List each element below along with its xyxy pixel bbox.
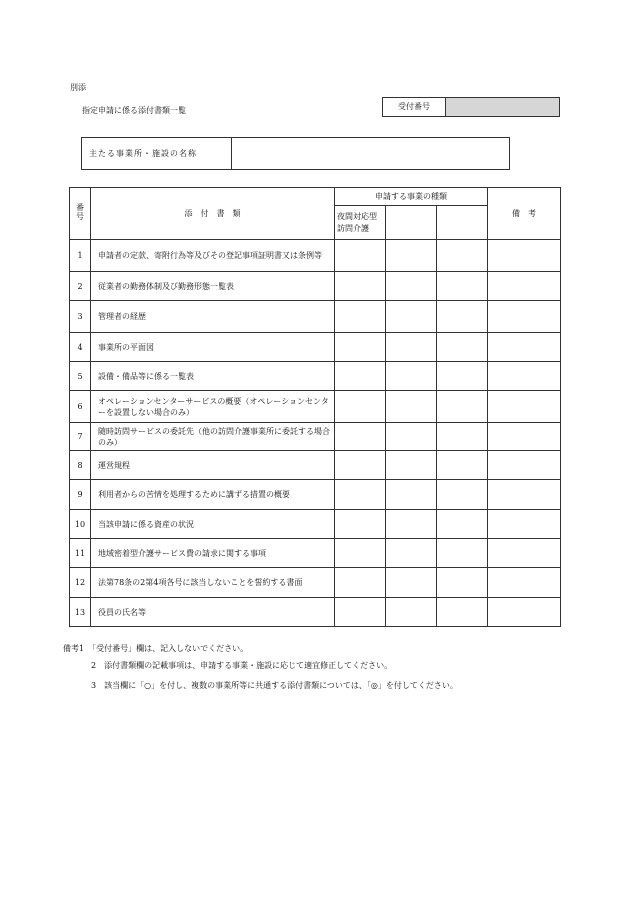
row-service-check-cell[interactable]: [335, 423, 386, 451]
row-remarks-cell[interactable]: [488, 301, 561, 333]
row-number: 3: [70, 301, 91, 333]
note-1: 備考1 「受付番号」欄は、記入しないでください。: [63, 644, 249, 653]
row-service-check-cell[interactable]: [386, 423, 437, 451]
row-service-check-cell[interactable]: [437, 333, 488, 362]
row-service-check-cell[interactable]: [437, 480, 488, 510]
row-service-check-cell[interactable]: [335, 240, 386, 272]
row-service-check-cell[interactable]: [335, 362, 386, 391]
table-row: [70, 362, 561, 391]
row-number: 8: [70, 451, 91, 480]
row-remarks-cell[interactable]: [488, 539, 561, 568]
row-service-check-cell[interactable]: [437, 240, 488, 272]
header-documents: 添 付 書 類: [91, 188, 335, 240]
row-number: 12: [70, 568, 91, 598]
row-number: 7: [70, 423, 91, 451]
table-row: [70, 539, 561, 568]
header-service-blank: [386, 206, 437, 240]
row-service-check-cell[interactable]: [335, 598, 386, 627]
row-service-check-cell[interactable]: [335, 301, 386, 333]
row-document: 地域密着型介護サービス費の請求に関する事項: [91, 539, 335, 568]
row-remarks-cell[interactable]: [488, 598, 561, 627]
table-row: [70, 333, 561, 362]
table-row: [70, 391, 561, 423]
row-number: 4: [70, 333, 91, 362]
facility-name-box: [81, 137, 510, 170]
row-service-check-cell[interactable]: [335, 391, 386, 423]
row-service-check-cell[interactable]: [386, 272, 437, 301]
row-service-check-cell[interactable]: [335, 272, 386, 301]
row-service-check-cell[interactable]: [386, 510, 437, 539]
row-document: 法第78条の2第4項各号に該当しないことを誓約する書面: [91, 568, 335, 598]
row-number: 10: [70, 510, 91, 539]
row-service-check-cell[interactable]: [386, 598, 437, 627]
row-remarks-cell[interactable]: [488, 362, 561, 391]
row-number: 11: [70, 539, 91, 568]
receipt-number-box: [382, 97, 560, 117]
row-document: 従業者の勤務体制及び勤務形態一覧表: [91, 272, 335, 301]
table-row: [70, 510, 561, 539]
row-number: 2: [70, 272, 91, 301]
row-service-check-cell[interactable]: [437, 510, 488, 539]
note-3: 3 該当欄に「○」を付し、複数の事業所等に共通する添付書類については、「◎」を付してください。: [91, 681, 458, 690]
table-row: [70, 240, 561, 272]
row-service-check-cell[interactable]: [335, 539, 386, 568]
row-service-check-cell[interactable]: [437, 301, 488, 333]
row-service-check-cell[interactable]: [335, 510, 386, 539]
attachment-label: 別添: [70, 83, 86, 92]
row-remarks-cell[interactable]: [488, 568, 561, 598]
row-service-check-cell[interactable]: [386, 568, 437, 598]
row-document: 事業所の平面図: [91, 333, 335, 362]
row-number: 9: [70, 480, 91, 510]
facility-name-label: 主たる事業所・施設の名称: [82, 138, 232, 169]
header-remarks: 備 考: [488, 188, 561, 240]
note-2: 2 添付書類欄の記載事項は、申請する事業・施設に応じて適宜修正してください。: [91, 661, 393, 670]
row-service-check-cell[interactable]: [386, 333, 437, 362]
row-remarks-cell[interactable]: [488, 391, 561, 423]
row-document: 設備・備品等に係る一覧表: [91, 362, 335, 391]
row-number: 6: [70, 391, 91, 423]
row-remarks-cell[interactable]: [488, 240, 561, 272]
row-service-check-cell[interactable]: [335, 333, 386, 362]
row-remarks-cell[interactable]: [488, 480, 561, 510]
header-service-types: 申請する事業の種類: [335, 188, 488, 206]
row-service-check-cell[interactable]: [335, 568, 386, 598]
row-service-check-cell[interactable]: [437, 362, 488, 391]
row-service-check-cell[interactable]: [386, 451, 437, 480]
row-document: 申請者の定款、寄附行為等及びその登記事項証明書又は条例等: [91, 240, 335, 272]
row-document: 管理者の経歴: [91, 301, 335, 333]
row-service-check-cell[interactable]: [437, 598, 488, 627]
header-service-blank: [437, 206, 488, 240]
header-service-night-visit: 夜間対応型訪問介護: [335, 206, 386, 240]
table-row: [70, 272, 561, 301]
table-row: [70, 598, 561, 627]
row-remarks-cell[interactable]: [488, 451, 561, 480]
document-title: 指定申請に係る添付書類一覧: [82, 106, 186, 115]
row-document: 利用者からの苦情を処理するために講ずる措置の概要: [91, 480, 335, 510]
facility-name-field[interactable]: [233, 138, 509, 169]
row-service-check-cell[interactable]: [335, 451, 386, 480]
row-remarks-cell[interactable]: [488, 333, 561, 362]
header-number: 番号: [70, 188, 91, 240]
row-service-check-cell[interactable]: [437, 539, 488, 568]
receipt-number-label: 受付番号: [383, 98, 446, 116]
row-service-check-cell[interactable]: [335, 480, 386, 510]
row-document: 役員の氏名等: [91, 598, 335, 627]
row-service-check-cell[interactable]: [437, 423, 488, 451]
row-service-check-cell[interactable]: [386, 240, 437, 272]
row-document: 当該申請に係る資産の状況: [91, 510, 335, 539]
row-service-check-cell[interactable]: [437, 451, 488, 480]
attachments-table: [69, 187, 561, 627]
row-service-check-cell[interactable]: [386, 391, 437, 423]
table-row: [70, 423, 561, 451]
row-service-check-cell[interactable]: [386, 480, 437, 510]
row-number: 1: [70, 240, 91, 272]
table-row: [70, 568, 561, 598]
row-remarks-cell[interactable]: [488, 423, 561, 451]
row-service-check-cell[interactable]: [437, 568, 488, 598]
row-document: 随時訪問サービスの委託先（他の訪問介護事業所に委託する場合のみ）: [91, 423, 335, 451]
row-service-check-cell[interactable]: [437, 391, 488, 423]
table-row: [70, 451, 561, 480]
row-remarks-cell[interactable]: [488, 510, 561, 539]
row-service-check-cell[interactable]: [386, 539, 437, 568]
receipt-number-field[interactable]: [446, 98, 559, 116]
row-document: 運営規程: [91, 451, 335, 480]
row-service-check-cell[interactable]: [437, 272, 488, 301]
row-number: 13: [70, 598, 91, 627]
table-row: [70, 480, 561, 510]
row-document: オペレーションセンターサービスの概要（オペレーションセンターを設置しない場合のみ）: [91, 391, 335, 423]
row-remarks-cell[interactable]: [488, 272, 561, 301]
row-number: 5: [70, 362, 91, 391]
table-row: [70, 301, 561, 333]
row-service-check-cell[interactable]: [386, 301, 437, 333]
row-service-check-cell[interactable]: [386, 362, 437, 391]
